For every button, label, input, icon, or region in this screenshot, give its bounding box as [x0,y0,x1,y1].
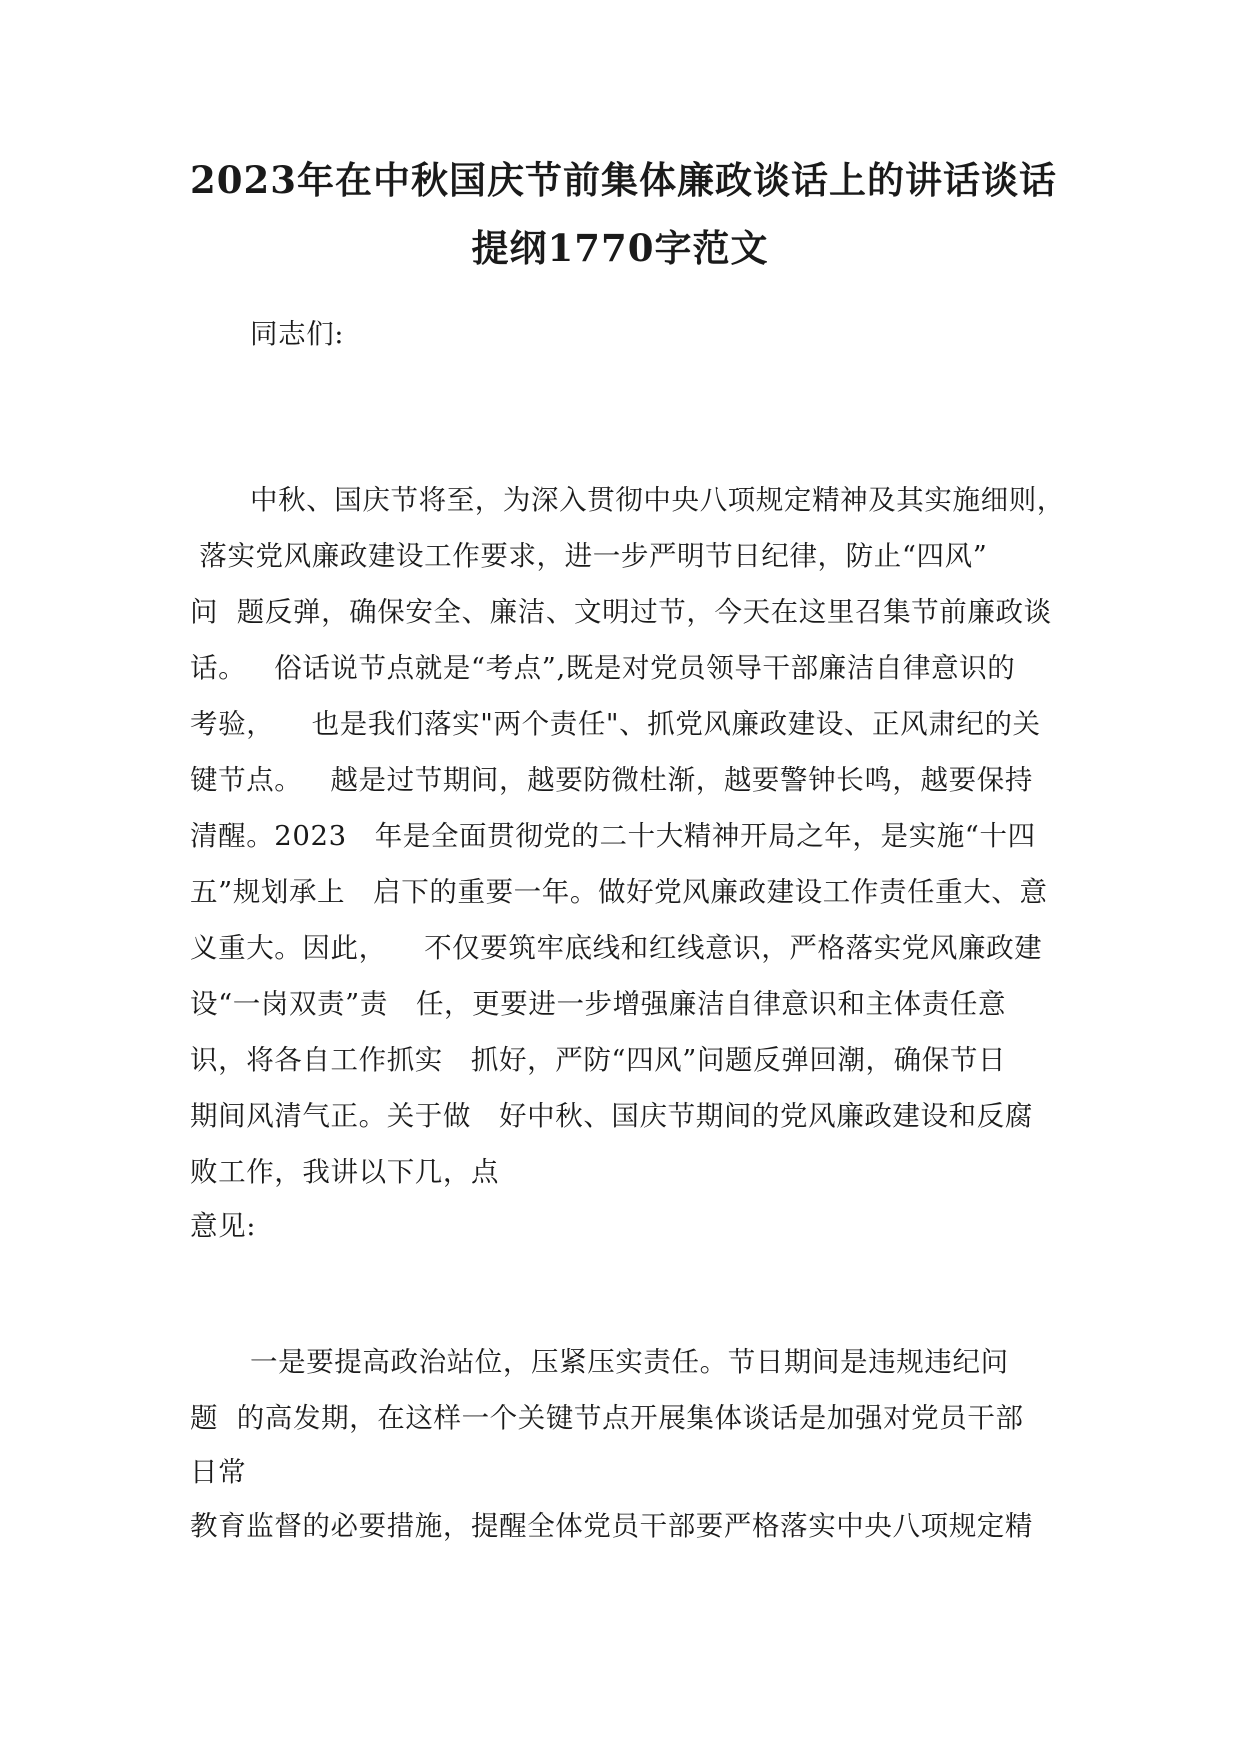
paragraph-1-line-11: 识，将各自工作抓实 抓好，严防“四风”问题反弹回潮，确保节日 [190,1044,1007,1076]
paragraph-2-line-2: 题 的高发期，在这样一个关键节点开展集体谈话是加强对党员干部 [190,1402,1024,1434]
paragraph-1-line-12: 期间风清气正。关于做 好中秋、国庆节期间的党风廉政建设和反腐 [190,1100,1033,1132]
paragraph-1-line-7: 清醒。2023 年是全面贯彻党的二十大精神开局之年，是实施“十四 [190,820,1036,852]
paragraph-1-line-14: 意见: [190,1210,257,1242]
paragraph-1-line-8: 五”规划承上 启下的重要一年。做好党风廉政建设工作责任重大、意 [190,876,1048,908]
paragraph-1-line-6: 键节点。 越是过节期间，越要防微杜渐，越要警钟长鸣，越要保持 [190,764,1033,796]
salutation: 同志们: [250,318,345,350]
paragraph-1-line-5: 考验， 也是我们落实"两个责任"、抓党风廉政建设、正风肃纪的关 [190,708,1041,740]
paragraph-1-line-10: 设“一岗双责”责 任，更要进一步增强廉洁自律意识和主体责任意 [190,988,1007,1020]
paragraph-2-line-4: 教育监督的必要措施，提醒全体党员干部要严格落实中央八项规定精 [190,1510,1033,1542]
paragraph-2-line-3: 日常 [190,1456,247,1488]
document-title-line-1: 2023年在中秋国庆节前集体廉政谈话上的讲话谈话 [190,158,1057,202]
paragraph-2-line-1: 一是要提高政治站位，压紧压实责任。节日期间是违规违纪问 [250,1346,1009,1378]
paragraph-1-line-13: 败工作，我讲以下几，点 [190,1156,500,1188]
paragraph-1-line-3: 问 题反弹，确保安全、廉洁、文明过节，今天在这里召集节前廉政谈 [190,596,1052,628]
document-title-line-2: 提纲1770字范文 [471,226,769,270]
paragraph-1-line-4: 话。 俗话说节点就是“考点”,既是对党员领导干部廉洁自律意识的 [190,652,1016,684]
paragraph-1-line-2: 落实党风廉政建设工作要求，进一步严明节日纪律，防止“四风” [190,540,988,572]
paragraph-1-line-1: 中秋、国庆节将至，为深入贯彻中央八项规定精神及其实施细则， [250,484,1065,516]
paragraph-1-line-9: 义重大。因此， 不仅要筑牢底线和红线意识，严格落实党风廉政建 [190,932,1043,964]
